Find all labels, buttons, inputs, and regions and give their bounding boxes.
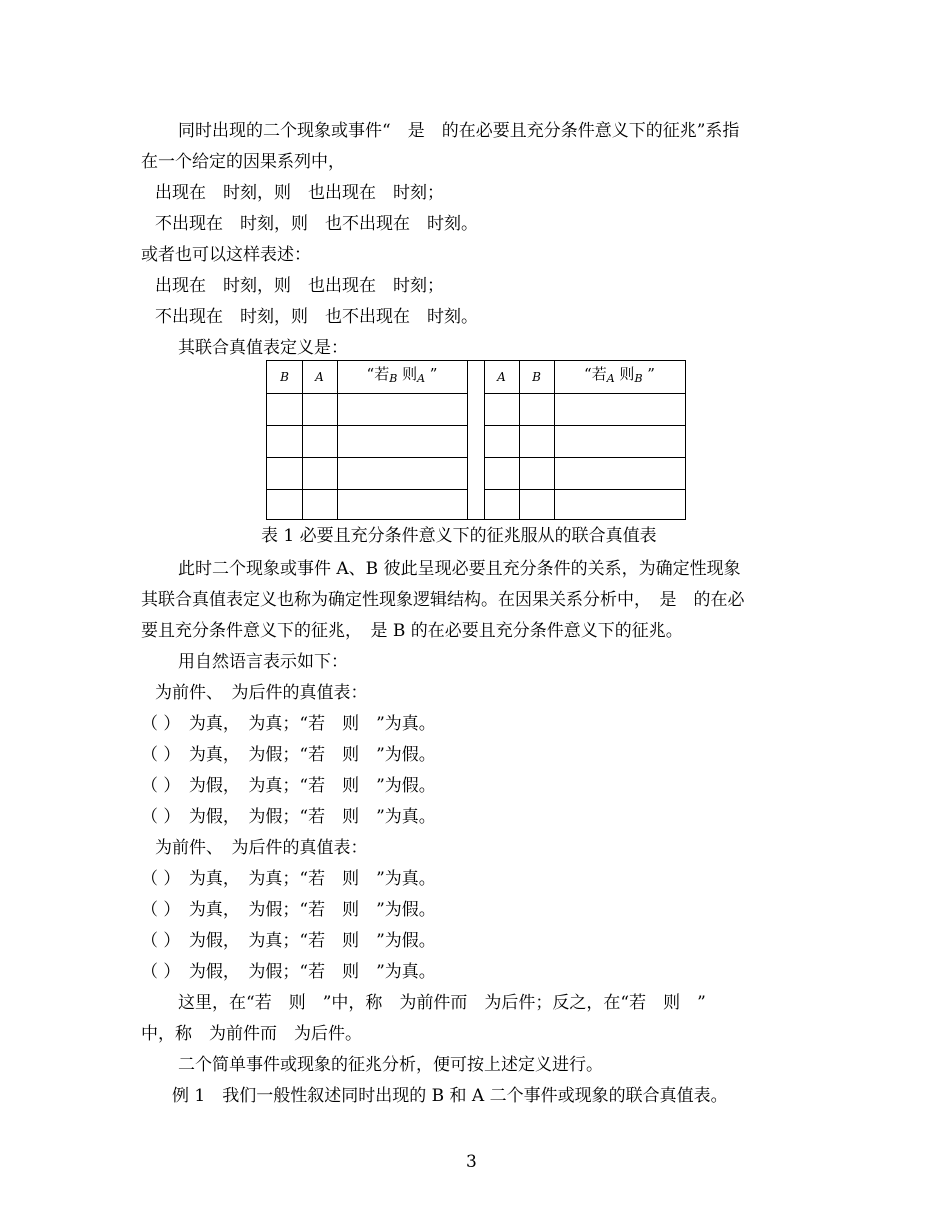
page-number: 3: [466, 1152, 477, 1172]
truth-table-heading: 为前件、 为后件的真值表：: [155, 683, 368, 703]
truth-row: （ ） 为真， 为假；“若 则 ”为假。: [141, 900, 436, 920]
truth-row: （ ） 为假， 为真；“若 则 ”为假。: [141, 931, 436, 951]
paragraph-line: 要且充分条件意义下的征兆， 是 B 的在必要且充分条件意义下的征兆。: [141, 621, 683, 641]
paragraph-line: 同时出现的二个现象或事件“ 是 的在必要且充分条件意义下的征兆”系指: [178, 121, 740, 141]
table-header-right-col1: A: [497, 370, 506, 384]
paragraph-line: 这里，在“若 则 ”中，称 为前件而 为后件；反之，在“若 则 ”: [178, 993, 706, 1013]
paragraph-line: 二个简单事件或现象的征兆分析，便可按上述定义进行。: [178, 1055, 603, 1075]
table-header-left-col1: B: [280, 370, 289, 384]
truth-table: [266, 360, 686, 520]
table-header-right-col2: B: [532, 370, 541, 384]
paragraph-line: 其联合真值表定义是：: [178, 338, 348, 358]
truth-row: （ ） 为假， 为假；“若 则 ”为真。: [141, 807, 436, 827]
table-caption: 表 1 必要且充分条件意义下的征兆服从的联合真值表: [261, 526, 657, 546]
table-header-left-col2: A: [315, 370, 324, 384]
paragraph-line: 不出现在 时刻，则 也不出现在 时刻。: [155, 214, 478, 234]
paragraph-line: 用自然语言表示如下：: [178, 652, 348, 672]
paragraph-line: 或者也可以这样表述：: [141, 245, 311, 265]
truth-row: （ ） 为假， 为假；“若 则 ”为真。: [141, 962, 436, 982]
paragraph-line: 不出现在 时刻，则 也不出现在 时刻。: [155, 307, 478, 327]
truth-row: （ ） 为真， 为假；“若 则 ”为假。: [141, 745, 436, 765]
truth-row: （ ） 为真， 为真；“若 则 ”为真。: [141, 869, 436, 889]
truth-table-heading: 为前件、 为后件的真值表：: [155, 838, 368, 858]
truth-row: （ ） 为真， 为真；“若 则 ”为真。: [141, 714, 436, 734]
paragraph-line: 出现在 时刻，则 也出现在 时刻；: [155, 276, 444, 296]
table-header-right-rule: “若$_A$ 则$_B$ ”: [584, 365, 655, 385]
paragraph-line: 在一个给定的因果系列中，: [141, 152, 345, 172]
paragraph-line: 中，称 为前件而 为后件。: [141, 1024, 362, 1044]
paragraph-line: 其联合真值表定义也称为确定性现象逻辑结构。在因果关系分析中， 是 的在必: [141, 590, 745, 610]
paragraph-line: 此时二个现象或事件 A、B 彼此呈现必要且充分条件的关系，为确定性现象: [178, 559, 741, 579]
paragraph-line: 出现在 时刻，则 也出现在 时刻；: [155, 183, 444, 203]
table-header-left-rule: “若$_B$ 则$_A$ ”: [366, 365, 438, 385]
example-line: 例 1 我们一般性叙述同时出现的 B 和 A 二个事件或现象的联合真值表。: [172, 1086, 728, 1106]
truth-row: （ ） 为假， 为真；“若 则 ”为假。: [141, 776, 436, 796]
